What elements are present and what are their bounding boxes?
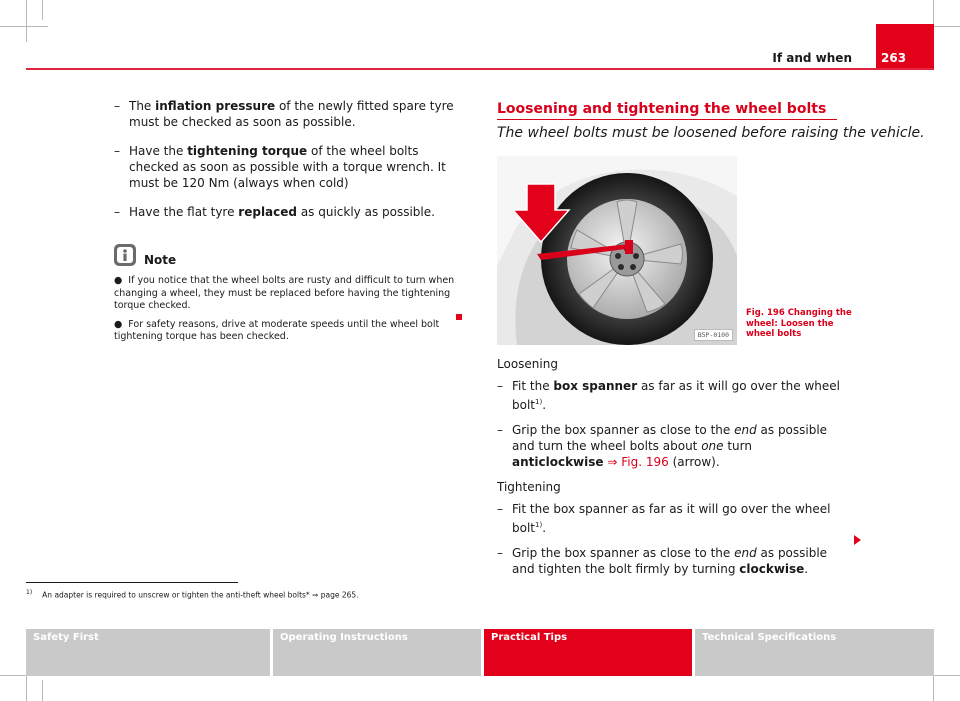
wheel-illustration [497, 156, 737, 345]
list-item: – Grip the box spanner as close to the end as possible and turn the wheel bolts about one turn anticlockwise ⇒ Fig. 196 (arrow). [497, 423, 828, 469]
footnote: $^{1)}$ An adapter is required to unscrew or tighten the anti-theft wheel bolts* ⇒ page 265. [26, 589, 359, 600]
note-heading [114, 242, 466, 268]
tab-practical-tips[interactable]: Practical Tips [484, 629, 692, 676]
continue-arrow-icon [854, 535, 861, 545]
crop-mark [26, 0, 27, 42]
figure-link[interactable]: ⇒ Fig. 196 [603, 455, 669, 469]
list-item: – Fit the box spanner as far as it will go over the wheel bolt$^{1)}$. [497, 379, 840, 412]
subheading-loosening: Loosening [497, 357, 558, 371]
subheading-tightening: Tightening [497, 480, 561, 494]
tab-technical-specifications[interactable]: Technical Specifications [695, 629, 934, 676]
section-rule [497, 119, 837, 120]
info-icon [114, 244, 136, 266]
list-item: – Have the tightening torque of the wheel bolts checked as soon as possible with a torque wrench. It must be 120 Nm (always when cold) [114, 144, 446, 190]
header-rule [26, 68, 934, 70]
crop-mark [42, 680, 43, 701]
crop-mark [42, 0, 43, 20]
list-item: – The inflation pressure of the newly fitted spare tyre must be checked as soon as possible. [114, 99, 454, 129]
figure-wheel-bolts [497, 156, 737, 345]
chapter-tabs [26, 629, 934, 676]
note-item: ● If you notice that the wheel bolts are rusty and difficult to turn when changing a wheel, they must be replaced before having the tightening torque checked. [114, 275, 455, 312]
section-end-mark [456, 314, 462, 320]
section-title: Loosening and tightening the wheel bolts [497, 101, 827, 117]
footnote-ref: 1) [535, 398, 543, 406]
page-number: 263 [876, 24, 934, 68]
figure-caption: Fig. 196 Changing the wheel: Loosen the wheel bolts [746, 308, 852, 339]
list-item: – Have the flat tyre replaced as quickly as possible. [114, 205, 435, 219]
tab-operating-instructions[interactable]: Operating Instructions [273, 629, 481, 676]
crop-mark [0, 26, 48, 27]
left-column [114, 98, 466, 350]
figure-code: B5P-0100 [694, 329, 733, 341]
note-item: ● For safety reasons, drive at moderate speeds until the wheel bolt tightening torque has been checked. [114, 318, 440, 343]
instructions [497, 356, 847, 586]
list-item: – Grip the box spanner as close to the end as possible and tighten the bolt firmly by turning clockwise. [497, 546, 828, 576]
note-title: Note [144, 253, 177, 267]
footnote-rule [26, 582, 238, 583]
page-header-title: If and when [772, 51, 852, 65]
list-item: – Fit the box spanner as far as it will go over the wheel bolt$^{1)}$. [497, 502, 831, 535]
section-subtitle: The wheel bolts must be loosened before raising the vehicle. [497, 125, 925, 141]
tab-safety-first[interactable]: Safety First [26, 629, 270, 676]
footnote-ref: 1) [535, 521, 543, 529]
